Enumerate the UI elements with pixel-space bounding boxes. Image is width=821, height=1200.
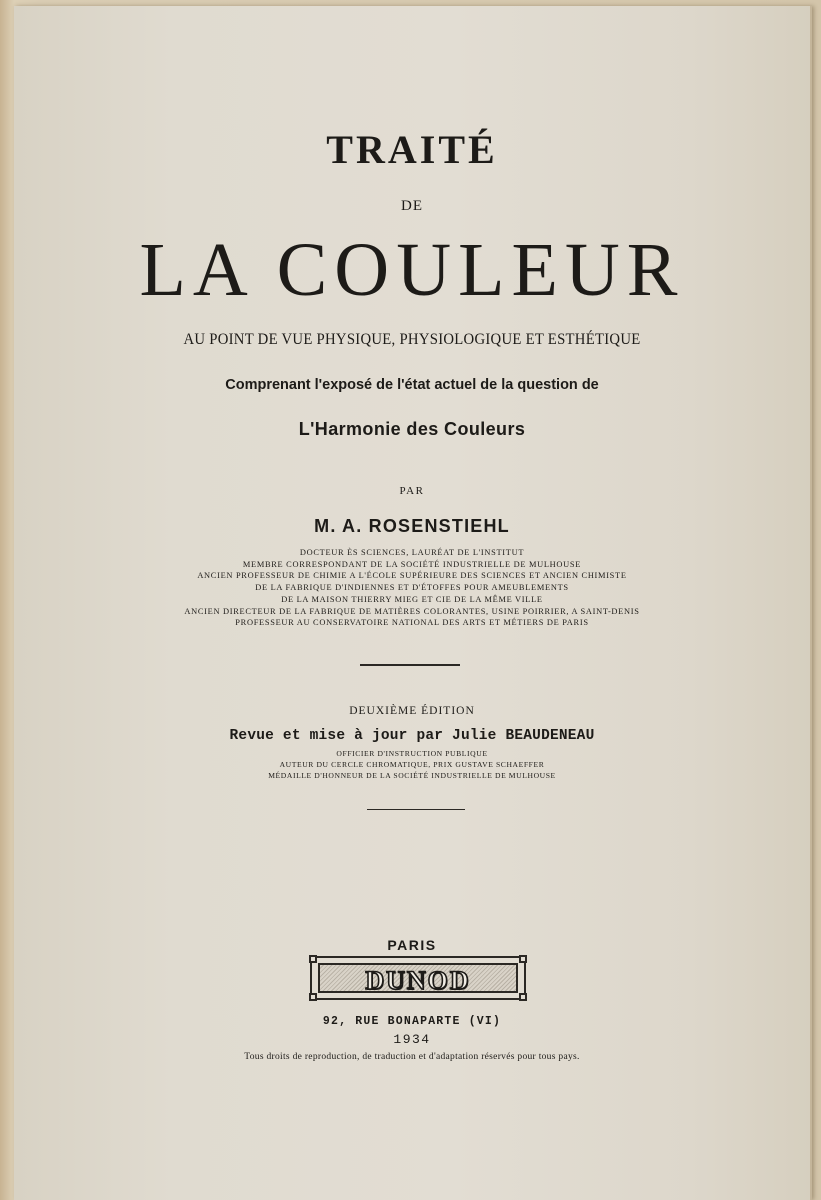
editor-credentials (14, 748, 810, 781)
credential-line: DOCTEUR ÈS SCIENCES, LAURÉAT DE L'INSTITUT (299, 548, 525, 557)
logo-panel (318, 963, 518, 993)
divider-rule (360, 664, 460, 666)
title-page (14, 6, 812, 1200)
logo-corner (519, 993, 527, 1001)
credential-line: DE LA MAISON THIERRY MIEG ET CIE DE LA MÊME VILLE (281, 594, 543, 604)
logo-corner (309, 955, 317, 963)
revised-by: Revue et mise à jour par Julie BEAUDENEAU (229, 728, 595, 744)
publisher-name: DUNOD (365, 966, 471, 995)
divider-rule (367, 809, 465, 810)
credential-line: DE LA FABRIQUE D'INDIENNES ET D'ÉTOFFES POUR AMEUBLEMENTS (255, 583, 569, 593)
logo-corner (309, 993, 317, 1001)
publisher-logo (310, 956, 526, 1000)
edition-label: DEUXIÈME ÉDITION (349, 705, 475, 717)
credential-line: ANCIEN PROFESSEUR DE CHIMIE A L'ÉCOLE SUPÉRIEURE DES SCIENCES ET ANCIEN CHIMISTE (197, 571, 627, 581)
editor-credential-line: MÉDAILLE D'HONNEUR DE LA SOCIÉTÉ INDUSTRIELLE DE MULHOUSE (268, 771, 556, 780)
author-name: M. A. ROSENSTIEHL (314, 516, 510, 536)
title-line-1: TRAITÉ (326, 127, 498, 172)
par-label: PAR (399, 485, 425, 497)
comprenant-line: Comprenant l'exposé de l'état actuel de la question de (225, 377, 599, 393)
credential-line: PROFESSEUR AU CONSERVATOIRE NATIONAL DES ARTS ET MÉTIERS DE PARIS (235, 618, 589, 628)
credential-line: ANCIEN DIRECTEUR DE LA FABRIQUE DE MATIÈRES COLORANTES, USINE POIRRIER, A SAINT-DENIS (184, 606, 640, 616)
editor-credential-line: OFFICIER D'INSTRUCTION PUBLIQUE (336, 749, 488, 758)
publication-year: 1934 (393, 1032, 431, 1047)
publisher-address: 92, RUE BONAPARTE (VI) (322, 1015, 502, 1028)
publisher-city: PARIS (387, 937, 437, 953)
credential-line: MEMBRE CORRESPONDANT DE LA SOCIÉTÉ INDUSTRIELLE DE MULHOUSE (242, 559, 582, 569)
editor-credential-line: AUTEUR DU CERCLE CHROMATIQUE, PRIX GUSTAVE SCHAEFFER (279, 760, 545, 769)
title-de: DE (401, 198, 423, 214)
harmonie-line: L'Harmonie des Couleurs (298, 419, 526, 439)
rights-notice: Tous droits de reproduction, de traduction et d'adaptation réservés pour tous pays. (244, 1052, 580, 1062)
logo-corner (519, 955, 527, 963)
subtitle: AU POINT DE VUE PHYSIQUE, PHYSIOLOGIQUE ET ESTHÉTIQUE (183, 331, 641, 348)
author-credentials (14, 547, 810, 629)
title-line-2: LA COULEUR (139, 228, 685, 312)
